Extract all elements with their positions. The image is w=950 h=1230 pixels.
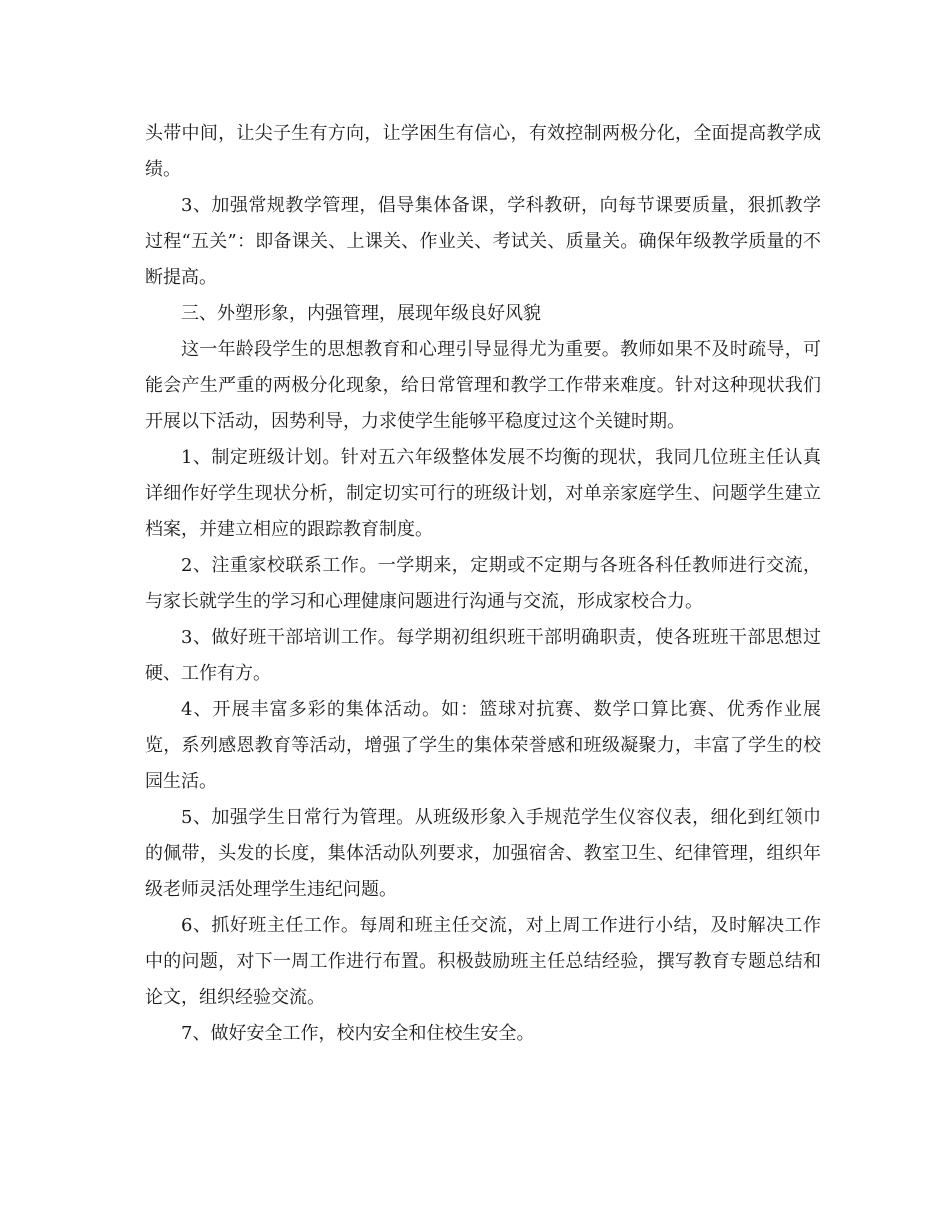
section-heading-3: 三、外塑形象，内强管理，展现年级良好风貌 [181,303,541,324]
document-body [145,116,821,1052]
paragraph-item-6-head-teacher: 6、抓好班主任工作。每周和班主任交流，对上周工作进行小结，及时解决工作中的问题，对下一周工作进行布置。积极鼓励班主任总结经验，撰写教育专题总结和论文，组织经验交流。 [145,915,821,1008]
paragraph-item-3-class-cadre: 3、做好班干部培训工作。每学期初组织班干部明确职责，使各班班干部思想过硬、工作有方。 [145,627,821,684]
paragraph-item-1-class-plan: 1、制定班级计划。针对五六年级整体发展不均衡的现状，我同几位班主任认真详细作好学生现状分析，制定切实可行的班级计划，对单亲家庭学生、问题学生建立档案，并建立相应的跟踪教育制度。 [145,447,821,540]
paragraph-item-3-routine-teaching: 3、加强常规教学管理，倡导集体备课，学科教研，向每节课要质量，狠抓教学过程“五关”：即备课关、上课关、作业关、考试关、质量关。确保年级教学质量的不断提高。 [145,195,821,288]
paragraph-item-7-safety: 7、做好安全工作，校内安全和住校生安全。 [181,1023,535,1044]
paragraph-item-4-activities: 4、开展丰富多彩的集体活动。如：篮球对抗赛、数学口算比赛、优秀作业展览，系列感恩教育等活动，增强了学生的集体荣誉感和班级凝聚力，丰富了学生的校园生活。 [145,699,821,792]
paragraph-continuation: 头带中间，让尖子生有方向，让学困生有信心，有效控制两极分化，全面提高教学成绩。 [145,123,821,180]
paragraph-item-2-home-school: 2、注重家校联系工作。一学期来，定期或不定期与各班各科任教师进行交流，与家长就学生的学习和心理健康问题进行沟通与交流，形成家校合力。 [145,555,821,612]
paragraph-item-5-behavior: 5、加强学生日常行为管理。从班级形象入手规范学生仪容仪表，细化到红领巾的佩带，头发的长度，集体活动队列要求，加强宿舍、教室卫生、纪律管理，组织年级老师灵活处理学生违纪问题。 [145,807,821,900]
paragraph-section-intro: 这一年龄段学生的思想教育和心理引导显得尤为重要。教师如果不及时疏导，可能会产生严重的两极分化现象，给日常管理和教学工作带来难度。针对这种现状我们开展以下活动，因势利导，力求使学生能够平稳度过这个关键时期。 [145,339,821,432]
